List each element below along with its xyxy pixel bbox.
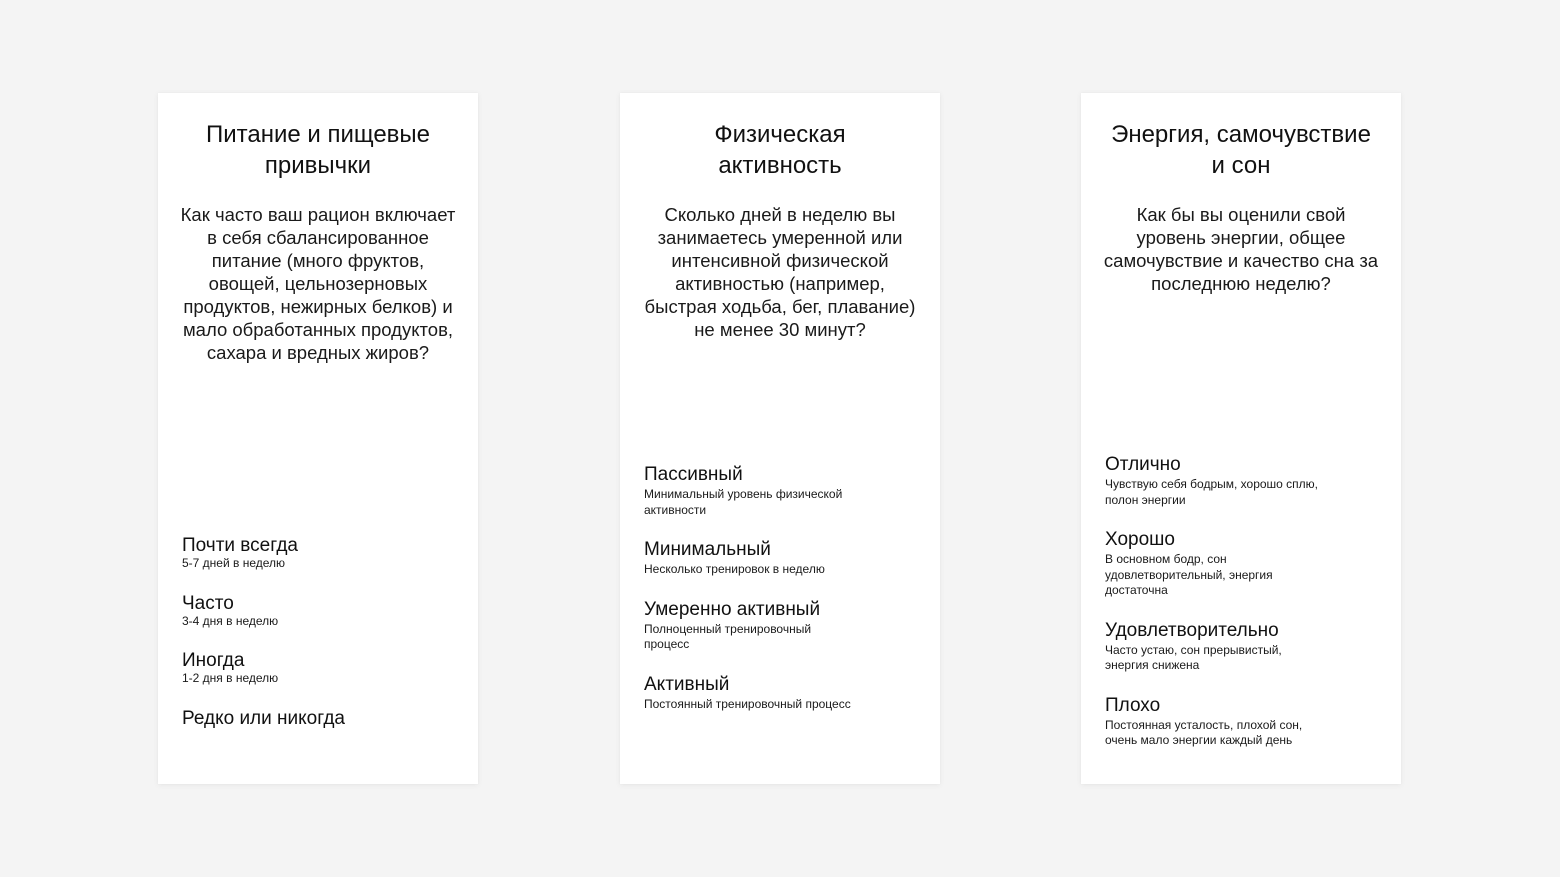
option-label: Пассивный <box>644 464 743 485</box>
option-description: Полноценный тренировочный процесс <box>644 621 812 651</box>
options-list <box>1105 453 1381 769</box>
option-description: В основном бодр, сон удовлетворительный, энергия достаточна <box>1105 552 1273 597</box>
option-description: Чувствую себя бодрым, хорошо сплю, полон энергии <box>1105 477 1319 507</box>
option-excellent[interactable] <box>1105 453 1381 508</box>
options-list <box>182 534 458 751</box>
option-description: 3-4 дня в неделю <box>182 613 279 628</box>
option-label: Хорошо <box>1105 529 1175 550</box>
card-question: Сколько дней в неделю вы занимаетесь умеренной или интенсивной физической активностью (например, быстрая ходьба, бег, плавание) не менее 30 минут? <box>644 204 916 340</box>
option-good[interactable] <box>1105 528 1381 599</box>
option-sometimes[interactable] <box>182 649 458 687</box>
option-label: Умеренно активный <box>644 598 821 620</box>
option-description: Постоянный тренировочный процесс <box>644 696 851 711</box>
option-satisfactory[interactable] <box>1105 619 1381 674</box>
option-label: Отлично <box>1105 454 1181 475</box>
option-description: Несколько тренировок в неделю <box>644 562 825 576</box>
card-energy-sleep <box>1081 93 1401 784</box>
card-question: Как бы вы оценили свой уровень энергии, общее самочувствие и качество сна за последнюю неделю? <box>1103 204 1379 294</box>
card-title: Питание и пищевые привычки <box>205 121 431 179</box>
option-label: Удовлетворительно <box>1105 619 1279 641</box>
option-moderately-active[interactable] <box>644 598 920 653</box>
option-description: Минимальный уровень физической активности <box>644 487 843 517</box>
option-description: 1-2 дня в неделю <box>182 671 279 685</box>
option-rarely-or-never[interactable] <box>182 707 458 731</box>
card-nutrition <box>158 93 478 784</box>
option-label: Иногда <box>182 650 245 671</box>
option-description: Постоянная усталость, плохой сон, очень мало энергии каждый день <box>1105 717 1303 747</box>
option-often[interactable] <box>182 592 458 630</box>
option-label: Активный <box>644 673 730 695</box>
option-active[interactable] <box>644 673 920 713</box>
option-minimal[interactable] <box>644 538 920 578</box>
option-label: Почти всегда <box>182 535 298 556</box>
option-label: Минимальный <box>644 539 771 560</box>
option-label: Плохо <box>1105 694 1161 716</box>
card-title: Энергия, самочувствие и сон <box>1111 121 1371 179</box>
option-almost-always[interactable] <box>182 534 458 572</box>
option-description: 5-7 дней в неделю <box>182 556 286 570</box>
option-description: Часто устаю, сон прерывистый, энергия снижена <box>1105 642 1282 672</box>
card-question: Как часто ваш рацион включает в себя сбалансированное питание (много фруктов, овощей, цельнозерновых продуктов, нежирных белков) и мало обработанных продуктов, сахара и вредных жиров? <box>180 204 456 363</box>
option-label: Часто <box>182 592 234 614</box>
card-title: Физическая активность <box>714 121 846 179</box>
option-passive[interactable] <box>644 463 920 518</box>
card-physical-activity <box>620 93 940 784</box>
option-poor[interactable] <box>1105 694 1381 749</box>
options-list <box>644 463 920 732</box>
option-label: Редко или никогда <box>182 707 345 729</box>
